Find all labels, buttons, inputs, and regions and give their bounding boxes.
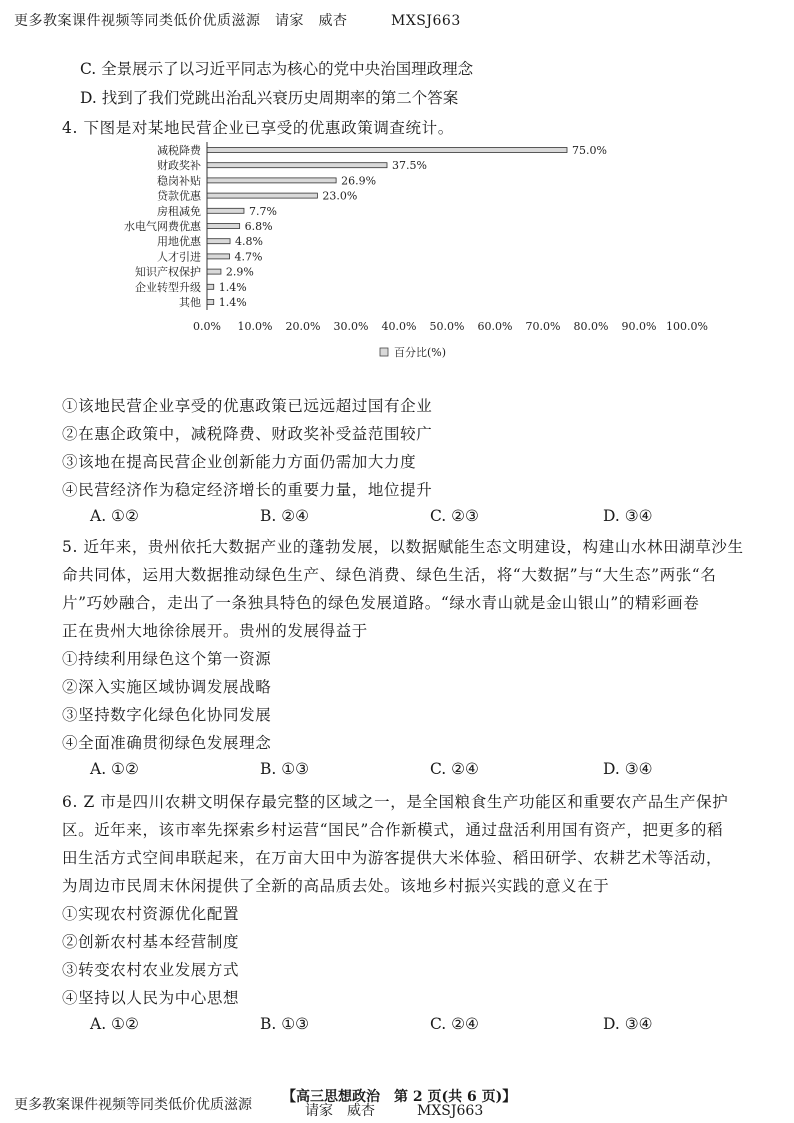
chart-bar	[207, 163, 387, 168]
chart-value-label: 4.8%	[235, 235, 263, 249]
chart-x-tick-label: 100.0%	[666, 320, 708, 333]
chart-x-tick-label: 0.0%	[193, 320, 221, 333]
q6-statement-3: ③转变农村农业发展方式	[62, 961, 240, 979]
q6-stem-line-2: 区。近年来，该市率先探索乡村运营“国民”合作新模式，通过盘活利用国有资产，把更多的稻	[62, 821, 724, 839]
chart-x-tick-label: 40.0%	[381, 320, 417, 333]
chart-category-label: 房租减免	[157, 204, 201, 218]
q4-choice-d: D. ③④	[603, 507, 653, 525]
q4-choice-c: C. ②③	[430, 507, 479, 525]
chart-bar	[207, 224, 240, 229]
chart-value-label: 6.8%	[244, 220, 273, 233]
chart-value-label: 37.5%	[392, 159, 427, 173]
q5-statement-1: ①持续利用绿色这个第一资源	[62, 650, 272, 668]
q5-statement-4: ④全面准确贯彻绿色发展理念	[62, 734, 272, 752]
chart-category-label: 人才引进	[157, 250, 201, 264]
q6-statement-2: ②创新农村基本经营制度	[62, 933, 240, 951]
chart-bar	[207, 269, 221, 274]
legend-swatch	[380, 348, 388, 356]
chart-category-label: 减税降费	[157, 144, 201, 157]
chart-value-label: 75.0%	[572, 144, 607, 157]
q6-statement-4: ④坚持以人民为中心思想	[62, 989, 240, 1007]
chart-value-label: 1.4%	[218, 280, 247, 294]
chart-x-tick-label: 60.0%	[477, 320, 513, 333]
chart-category-label: 企业转型升级	[135, 280, 201, 294]
chart-category-label: 稳岗补贴	[157, 174, 201, 188]
chart-value-label: 4.7%	[234, 250, 263, 264]
chart-bar	[207, 300, 214, 305]
q6-stem-line-3: 田生活方式空间串联起来，在万亩大田中为游客提供大米体验、稻田研学、农耕艺术等活动，	[62, 849, 723, 867]
chart-bar	[207, 254, 230, 259]
q4-choice-a: A. ①②	[90, 507, 139, 525]
q3-option-c: C. 全景展示了以习近平同志为核心的党中央治国理政理念	[80, 60, 474, 78]
chart-value-labels	[219, 144, 607, 309]
chart-x-tick-label: 30.0%	[333, 320, 369, 333]
q6-choice-b: B. ①③	[260, 1015, 310, 1033]
chart-category-label: 知识产权保护	[135, 265, 201, 279]
footer-right-text: 请家 威杏 MXSJ663	[305, 1103, 484, 1119]
legend-label: 百分比(%)	[394, 346, 447, 359]
chart-category-label: 贷款优惠	[157, 189, 201, 203]
chart-bar	[207, 193, 317, 198]
chart-category-label: 财政奖补	[157, 159, 201, 173]
chart-x-tick-label: 70.0%	[525, 320, 561, 333]
q6-choice-c: C. ②④	[430, 1015, 479, 1033]
q4-statement-4: ④民营经济作为稳定经济增长的重要力量，地位提升	[62, 481, 433, 499]
chart-bar	[207, 208, 244, 213]
q6-stem-line-4: 为周边市民周末休闲提供了全新的高品质去处。该地乡村振兴实践的意义在于	[62, 877, 610, 895]
q6-choice-a: A. ①②	[90, 1015, 139, 1033]
q4-choice-b: B. ②④	[260, 507, 310, 525]
footer-left-text: 更多教案课件视频等同类低价优质滋源	[14, 1097, 252, 1113]
chart-x-tick-label: 90.0%	[621, 320, 657, 333]
q5-stem-line-1: 5. 近年来，贵州依托大数据产业的蓬勃发展，以数据赋能生态文明建设，构建山水林田湖草沙生	[62, 538, 744, 556]
chart-x-tick-label: 20.0%	[285, 320, 321, 333]
q4-stem: 4. 下图是对某地民营企业已享受的优惠政策调查统计。	[62, 119, 454, 137]
q6-choice-d: D. ③④	[603, 1015, 653, 1033]
chart-category-labels	[124, 143, 202, 309]
chart-category-label: 水电气网费优惠	[124, 220, 201, 233]
q5-stem-line-3: 片”巧妙融合，走出了一条独具特色的绿色发展道路。“绿水青山就是金山银山”的精彩画卷	[62, 594, 700, 612]
chart-x-tick-label: 10.0%	[237, 320, 273, 333]
q5-stem-line-4: 正在贵州大地徐徐展开。贵州的发展得益于	[62, 622, 368, 640]
chart-x-tick-label: 80.0%	[573, 320, 609, 333]
q6-stem-line-1: 6. Z 市是四川农耕文明保存最完整的区域之一，是全国粮食生产功能区和重要农产品生产保护	[62, 793, 729, 811]
chart-legend	[380, 345, 446, 359]
policy-bar-chart	[90, 138, 730, 363]
q5-choice-d: D. ③④	[603, 760, 653, 778]
q5-stem-line-2: 命共同体，运用大数据推动绿色生产、绿色消费、绿色生活，将“大数据”与“大生态”两张“名	[62, 566, 717, 584]
q6-statement-1: ①实现农村资源优化配置	[62, 905, 240, 923]
chart-value-label: 23.0%	[322, 189, 358, 203]
q5-choice-a: A. ①②	[90, 760, 139, 778]
q5-statement-3: ③坚持数字化绿色化协同发展	[62, 706, 272, 724]
chart-bar	[207, 148, 567, 153]
q4-statement-2: ②在惠企政策中，减税降费、财政奖补受益范围较广	[62, 425, 433, 443]
q5-choice-c: C. ②④	[430, 760, 479, 778]
chart-value-label: 1.4%	[218, 296, 247, 309]
q4-statement-3: ③该地在提高民营企业创新能力方面仍需加大力度	[62, 453, 417, 471]
q5-choice-b: B. ①③	[260, 760, 310, 778]
chart-value-label: 2.9%	[225, 265, 254, 279]
page-header: 更多教案课件视频等同类低价优质滋源 请家 威杏 MXSJ663	[14, 13, 461, 29]
q4-statement-1: ①该地民营企业享受的优惠政策已远远超过国有企业	[62, 397, 433, 415]
chart-bar	[207, 178, 336, 183]
chart-bar	[207, 284, 214, 289]
chart-category-label: 用地优惠	[157, 235, 201, 249]
q3-option-d: D. 找到了我们党跳出治乱兴衰历史周期率的第二个答案	[80, 89, 459, 107]
chart-bar	[207, 239, 230, 244]
footer-page-label: 【高三思想政治 第 2 页(共 6 页)】	[282, 1089, 517, 1105]
chart-value-label: 26.9%	[341, 174, 377, 188]
chart-category-label: 其他	[179, 296, 201, 309]
chart-x-ticks	[193, 320, 708, 333]
q5-statement-2: ②深入实施区域协调发展战略	[62, 678, 272, 696]
chart-x-tick-label: 50.0%	[429, 320, 465, 333]
chart-value-label: 7.7%	[248, 204, 277, 218]
